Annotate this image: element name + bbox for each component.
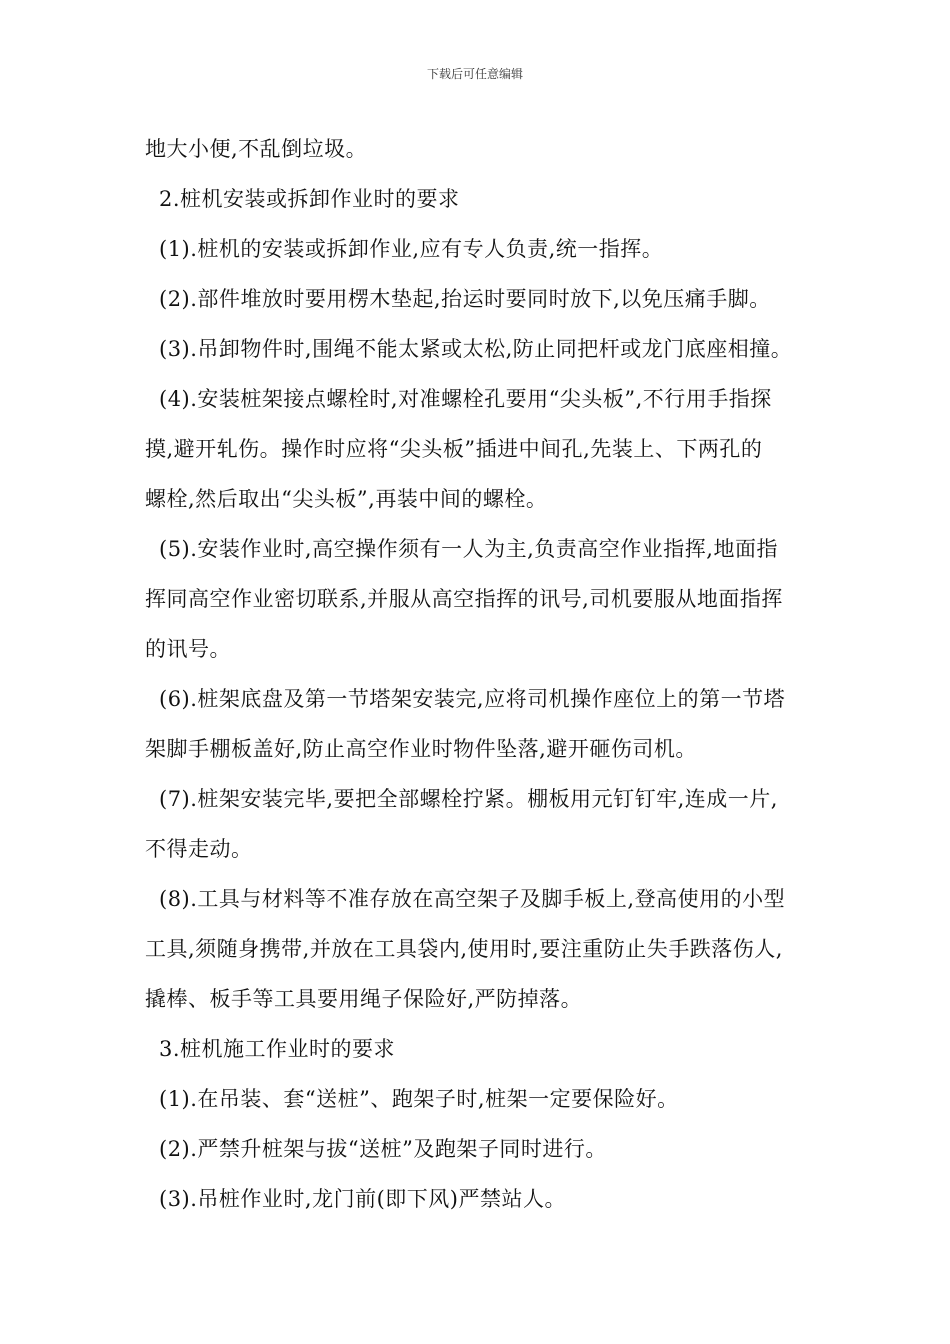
list-item-2: (2).严禁升桩架与拔“送桩”及跑架子同时进行。 xyxy=(159,1137,607,1161)
text-line: 架脚手棚板盖好,防止高空作业时物件坠落,避开砸伤司机。 xyxy=(145,737,697,761)
list-item-8: (8).工具与材料等不准存放在高空架子及脚手板上,登高使用的小型 xyxy=(159,887,786,911)
list-item-1: (1).在吊装、套“送桩”、跑架子时,桩架一定要保险好。 xyxy=(159,1087,679,1111)
section-heading-3: 3.桩机施工作业时的要求 xyxy=(159,1037,396,1061)
text-line: 工具,须随身携带,并放在工具袋内,使用时,要注重防止失手跌落伤人, xyxy=(145,937,783,961)
list-item-2: (2).部件堆放时要用楞木垫起,抬运时要同时放下,以免压痛手脚。 xyxy=(159,287,771,311)
text-line: 摸,避开轧伤。操作时应将“尖头板”插进中间孔,先装上、下两孔的 xyxy=(145,437,763,461)
text-line: 的讯号。 xyxy=(145,637,231,661)
list-item-7: (7).桩架安装完毕,要把全部螺栓拧紧。棚板用元钉钉牢,连成一片, xyxy=(159,787,778,811)
text-line: 挥同高空作业密切联系,并服从高空指挥的讯号,司机要服从地面指挥 xyxy=(145,587,783,611)
page-header: 下载后可任意编辑 xyxy=(426,67,523,81)
list-item-5: (5).安装作业时,高空操作须有一人为主,负责高空作业指挥,地面指 xyxy=(159,537,778,561)
list-item-3: (3).吊桩作业时,龙门前(即下风)严禁站人。 xyxy=(159,1187,566,1211)
list-item-3: (3).吊卸物件时,围绳不能太紧或太松,防止同把杆或龙门底座相撞。 xyxy=(159,337,793,361)
text-line: 撬棒、板手等工具要用绳子保险好,严防掉落。 xyxy=(145,987,583,1011)
text-line: 螺栓,然后取出“尖头板”,再装中间的螺栓。 xyxy=(145,487,548,511)
list-item-6: (6).桩架底盘及第一节塔架安装完,应将司机操作座位上的第一节塔 xyxy=(159,687,786,711)
section-heading-2: 2.桩机安装或拆卸作业时的要求 xyxy=(159,187,460,211)
text-line: 地大小便,不乱倒垃圾。 xyxy=(145,137,368,161)
list-item-1: (1).桩机的安装或拆卸作业,应有专人负责,统一指挥。 xyxy=(159,237,664,261)
list-item-4: (4).安装桩架接点螺栓时,对准螺栓孔要用“尖头板”,不行用手指探 xyxy=(159,387,772,411)
text-line: 不得走动。 xyxy=(145,837,253,861)
